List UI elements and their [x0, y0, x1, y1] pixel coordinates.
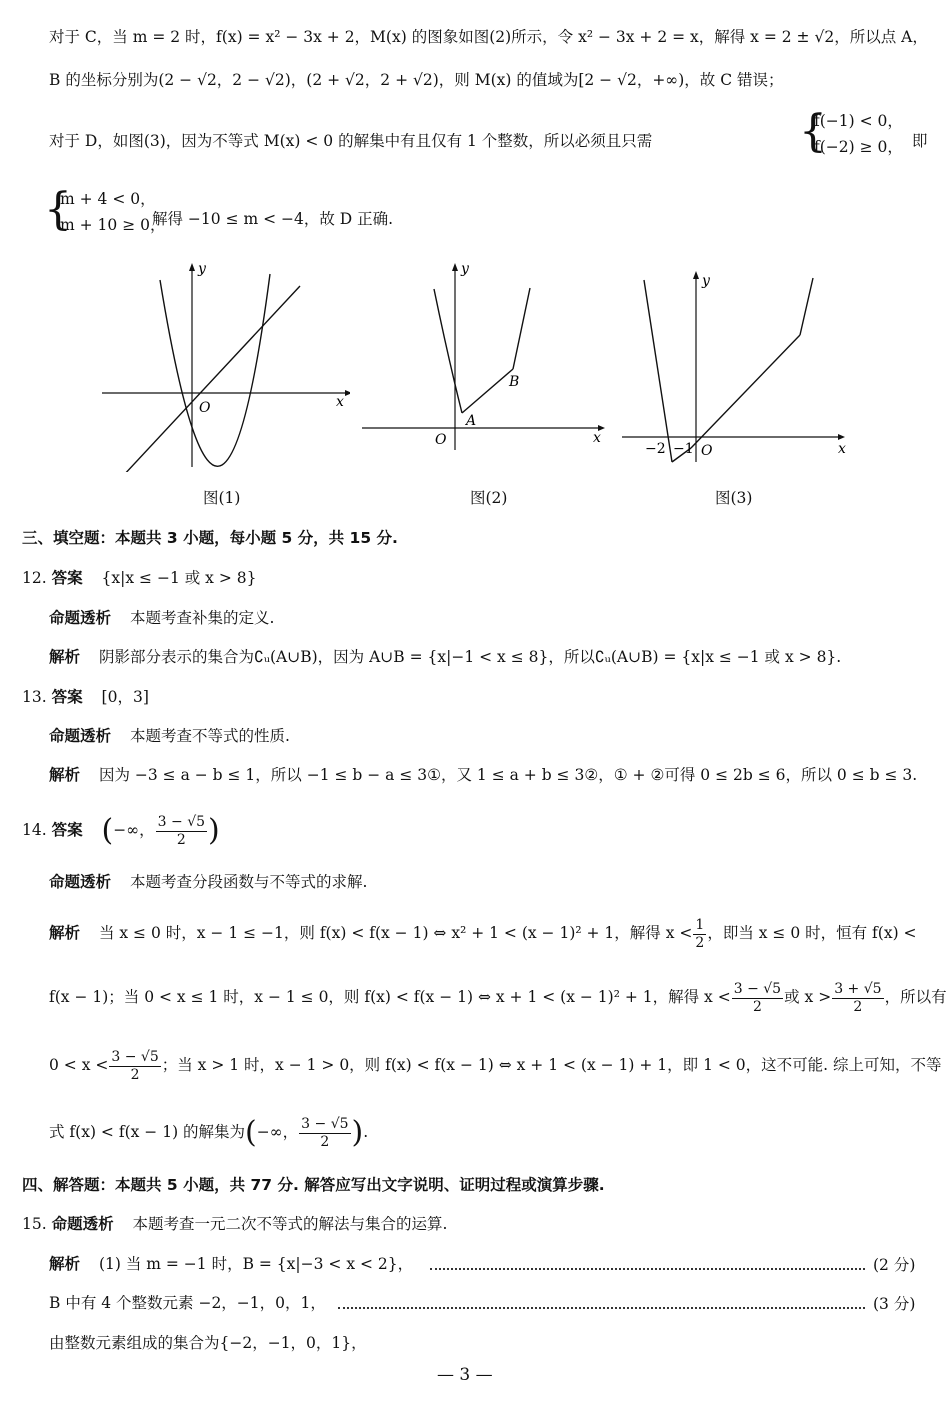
q13-number: 13.: [22, 688, 47, 706]
q12-analysis: 阴影部分表示的集合为∁ᵤ(A∪B)，因为 A∪B = {x|−1 < x ≤ 8}，所以∁ᵤ(A∪B) = {x|x ≤ −1 或 x > 8}.: [98, 648, 842, 666]
q15-step-1-leader: [430, 1268, 865, 1270]
fig3-x-label: x: [838, 441, 846, 457]
q15-intent-line: [22, 1213, 447, 1235]
q13-analysis-label: 解析: [49, 766, 81, 784]
m-system-1: m + 4 < 0，: [60, 190, 156, 208]
q12-analysis-label: 解析: [49, 648, 81, 666]
intro-tail: 即: [912, 132, 928, 150]
q13-analysis-line: [49, 764, 917, 786]
q15-step-2-leader: [338, 1307, 865, 1309]
q12-answer-label: 答案: [51, 569, 83, 587]
intro-line-4: 解得 −10 ≤ m < −4，故 D 正确.: [152, 210, 394, 228]
q12-intent: 本题考查补集的定义.: [129, 609, 275, 627]
fig1-caption: 图(1): [203, 489, 241, 507]
q14-answer-line: 14. 答案 (−∞， $\frac{3 - √5}{2}$ ): [22, 813, 220, 848]
fig3-origin: O: [701, 443, 713, 459]
brace-conditions: {: [799, 106, 827, 157]
fig2-point-A: A: [466, 413, 477, 429]
fig2-x-label: x: [593, 430, 601, 446]
fig2-left-branch: [434, 289, 462, 413]
q15-step-1: 解析 (1) 当 m = −1 时，B = {x|−3 < x < 2}，: [49, 1255, 414, 1273]
q15-number: 15.: [22, 1215, 47, 1233]
q12-analysis-line: [49, 646, 841, 668]
condition-system: [814, 108, 903, 160]
q12-answer: {x|x ≤ −1 或 x > 8}: [101, 569, 257, 587]
fig2-right-branch: [513, 288, 530, 369]
q14-number: 14.: [22, 821, 47, 839]
m-system-2: m + 10 ≥ 0，: [60, 216, 166, 234]
q15-intent: 本题考查一元二次不等式的解法与集合的运算.: [132, 1215, 448, 1233]
q13-intent: 本题考查不等式的性质.: [129, 727, 290, 745]
figure-2: [360, 262, 610, 452]
q12-answer-line: [22, 567, 256, 589]
fig3-tick-neg2: −2: [645, 441, 666, 457]
fig2-y-label: y: [461, 262, 469, 277]
condition-2: f(−2) ≥ 0，: [814, 138, 903, 156]
fig2-origin: O: [435, 432, 447, 448]
intro-line-3: 对于 D，如图(3)，因为不等式 M(x) < 0 的解集中有且仅有 1 个整数，所以必须且只需: [49, 132, 653, 150]
fig1-y-label: y: [198, 262, 206, 277]
q13-answer-label: 答案: [51, 688, 83, 706]
fig3-caption: 图(3): [715, 489, 753, 507]
q15-step-1-points: (2 分): [873, 1256, 916, 1274]
q15-analysis-label: 解析: [49, 1255, 81, 1273]
fig2-caption: 图(2): [470, 489, 508, 507]
fig3-y-label: y: [702, 273, 710, 289]
q14-analysis-label: 解析: [49, 924, 81, 942]
fig3-left-branch: [644, 280, 672, 462]
condition-1: f(−1) < 0，: [814, 112, 903, 130]
fig3-right-branch: [800, 278, 813, 335]
page-number: — 3 —: [437, 1365, 493, 1385]
fig1-x-label: x: [336, 394, 344, 410]
intro-line-2: B 的坐标分别为(2 − √2，2 − √2)，(2 + √2，2 + √2)，则 M(x) 的值域为[2 − √2，+∞)，故 C 错误；: [49, 71, 784, 89]
q14-intent-label: 命题透析: [49, 873, 112, 891]
q14-analysis-line-3: 0 < x < $\frac{3 - √5}{2}$ ；当 x > 1 时，x − 1 > 0，则 f(x) < f(x − 1) ⇔ x + 1 < (x − 1) + 1，即 1 < 0，这不可能. 综上可知，不等: [49, 1048, 942, 1083]
intro-line-1: 对于 C，当 m = 2 时，f(x) = x² − 3x + 2，M(x) 的图象如图(2)所示，令 x² − 3x + 2 = x，解得 x = 2 ± √2，所以点 A，: [49, 28, 928, 46]
q14-answer-label: 答案: [51, 821, 83, 839]
q12-number: 12.: [22, 569, 47, 587]
figure-3: [620, 262, 860, 467]
q13-answer-line: [22, 686, 149, 708]
brace-system: {: [44, 184, 72, 235]
q12-intent-line: [49, 607, 274, 629]
q14-answer-left: −∞，: [113, 821, 155, 839]
m-system: [60, 186, 165, 238]
fig2-point-B: B: [509, 374, 520, 390]
figure-1: [100, 262, 350, 472]
q14-analysis-line-1: 解析 当 x ≤ 0 时，x − 1 ≤ −1，则 f(x) < f(x − 1) ⇔ x² + 1 < (x − 1)² + 1，解得 x < $\frac{1}{2}$ ，即当 x ≤ 0 时，恒有 f(x) <: [49, 916, 917, 951]
q15-step-3: 由整数元素组成的集合为{−2，−1，0，1}，: [49, 1334, 367, 1352]
q13-analysis: 因为 −3 ≤ a − b ≤ 1，所以 −1 ≤ b − a ≤ 3①，又 1 ≤ a + b ≤ 3②，① + ②可得 0 ≤ 2b ≤ 6，所以 0 ≤ b ≤ 3.: [98, 766, 918, 784]
q14-half-fraction: $\frac{1}{2}$: [695, 916, 705, 951]
q14-intent-line: [49, 871, 367, 893]
fig3-tick-neg1: −1: [673, 441, 694, 457]
q14-analysis-line-2: f(x − 1)；当 0 < x ≤ 1 时，x − 1 ≤ 0，则 f(x) < f(x − 1) ⇔ x + 1 < (x − 1)² + 1，解得 x < $\frac{3 - √5}{2}$ 或 x > $\frac{3 + √5}{2}$ ，所以有: [49, 980, 947, 1015]
fig2-segment-AB: [462, 369, 513, 413]
q14-intent: 本题考查分段函数与不等式的求解.: [129, 873, 368, 891]
fig1-line: [122, 286, 300, 472]
fig1-parabola: [160, 274, 270, 466]
q15-step-2-points: (3 分): [873, 1295, 916, 1313]
q12-intent-label: 命题透析: [49, 609, 112, 627]
q13-answer: [0，3]: [101, 688, 149, 706]
q15-step-2: B 中有 4 个整数元素 −2，−1，0，1，: [49, 1294, 326, 1312]
q14-answer-fraction: $\frac{3 - √5}{2}$: [157, 813, 206, 848]
q14-analysis-line-4: 式 f(x) < f(x − 1) 的解集为(−∞， $\frac{3 - √5}{2}$ ).: [49, 1115, 369, 1150]
q13-intent-line: [49, 725, 290, 747]
section-3-heading: 三、填空题：本题共 3 小题，每小题 5 分，共 15 分.: [22, 529, 398, 547]
section-4-heading: 四、解答题：本题共 5 小题，共 77 分. 解答应写出文字说明、证明过程或演算步骤.: [22, 1176, 605, 1194]
fig1-origin: O: [199, 400, 211, 416]
q13-intent-label: 命题透析: [49, 727, 112, 745]
q15-intent-label: 命题透析: [51, 1215, 114, 1233]
fig3-middle-segment: [691, 335, 800, 448]
